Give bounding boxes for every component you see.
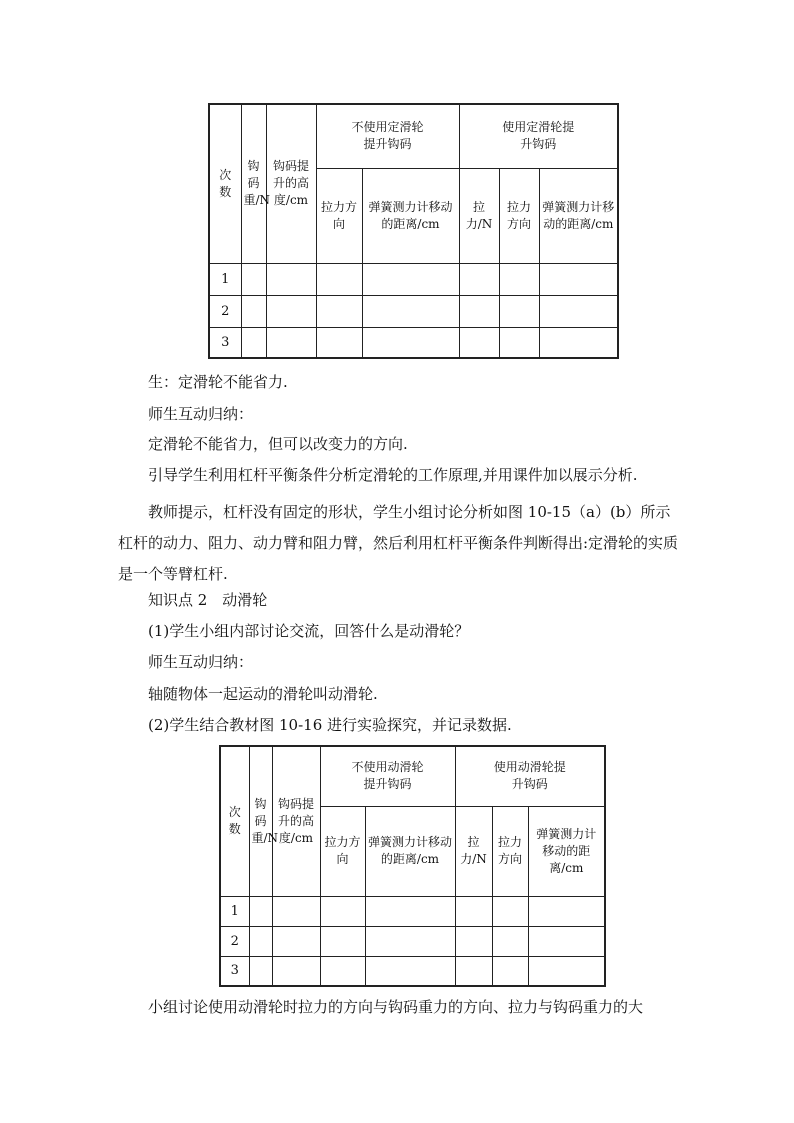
header-without-pulley: 不使用定滑轮提升钩码	[316, 104, 459, 168]
paragraph: 教师提示，杠杆没有固定的形状，学生小组讨论分析如图 10-15（a）(b）所示杠杆的动力、阻力、动力臂和阻力臂，然后利用杠杆平衡条件判断得出:定滑轮的实质是一个等臂杠杆.	[118, 503, 679, 583]
paragraph: 师生互动归纳：	[148, 405, 254, 423]
paragraph: (1)学生小组内部讨论交流，回答什么是动滑轮？	[148, 622, 470, 640]
header-count: 次数	[209, 104, 241, 263]
header-a-direction: 拉力方向	[316, 168, 362, 263]
header-weight: 钩码重/N	[249, 746, 272, 896]
header-b-distance: 弹簧测力计移动的距离/cm	[528, 806, 605, 896]
paragraph: 轴随物体一起运动的滑轮叫动滑轮.	[148, 685, 378, 703]
header-a-distance: 弹簧测力计移动的距离/cm	[362, 168, 459, 263]
table-row	[220, 896, 605, 926]
header-a-direction: 拉力方向	[320, 806, 365, 896]
movable-pulley-table	[219, 745, 606, 987]
row-index: 2	[220, 926, 249, 956]
row-index: 2	[209, 295, 241, 327]
paragraph: 生：定滑轮不能省力.	[148, 373, 288, 391]
table-row	[209, 327, 618, 358]
header-b-direction: 拉力方向	[499, 168, 539, 263]
header-a-distance: 弹簧测力计移动的距离/cm	[365, 806, 455, 896]
header-b-force: 拉力/N	[459, 168, 499, 263]
table-row	[209, 263, 618, 295]
table-row	[220, 926, 605, 956]
table-row	[220, 956, 605, 986]
header-height: 钩码提升的高度/cm	[266, 104, 316, 263]
paragraph: 师生互动归纳：	[148, 653, 254, 671]
fixed-pulley-table	[208, 103, 619, 359]
row-index: 3	[220, 956, 249, 986]
paragraph: 定滑轮不能省力，但可以改变力的方向.	[148, 435, 408, 453]
header-with-pulley: 使用动滑轮提升钩码	[455, 746, 605, 806]
header-height: 钩码提升的高度/cm	[272, 746, 320, 896]
row-index: 3	[209, 327, 241, 358]
header-count: 次数	[220, 746, 249, 896]
header-b-direction: 拉力方向	[492, 806, 528, 896]
header-b-distance: 弹簧测力计移动的距离/cm	[539, 168, 618, 263]
row-index: 1	[209, 263, 241, 295]
paragraph: (2)学生结合教材图 10-16 进行实验探究，并记录数据.	[148, 716, 512, 734]
row-index: 1	[220, 896, 249, 926]
header-with-pulley: 使用定滑轮提升钩码	[459, 104, 618, 168]
header-without-pulley: 不使用动滑轮提升钩码	[320, 746, 455, 806]
table-row	[209, 295, 618, 327]
paragraph: 引导学生利用杠杆平衡条件分析定滑轮的工作原理,并用课件加以展示分析.	[148, 466, 638, 484]
section-heading: 知识点 2 动滑轮	[148, 591, 268, 609]
header-b-force: 拉力/N	[455, 806, 492, 896]
header-weight: 钩码重/N	[241, 104, 266, 263]
paragraph: 小组讨论使用动滑轮时拉力的方向与钩码重力的方向、拉力与钩码重力的大	[148, 998, 644, 1016]
